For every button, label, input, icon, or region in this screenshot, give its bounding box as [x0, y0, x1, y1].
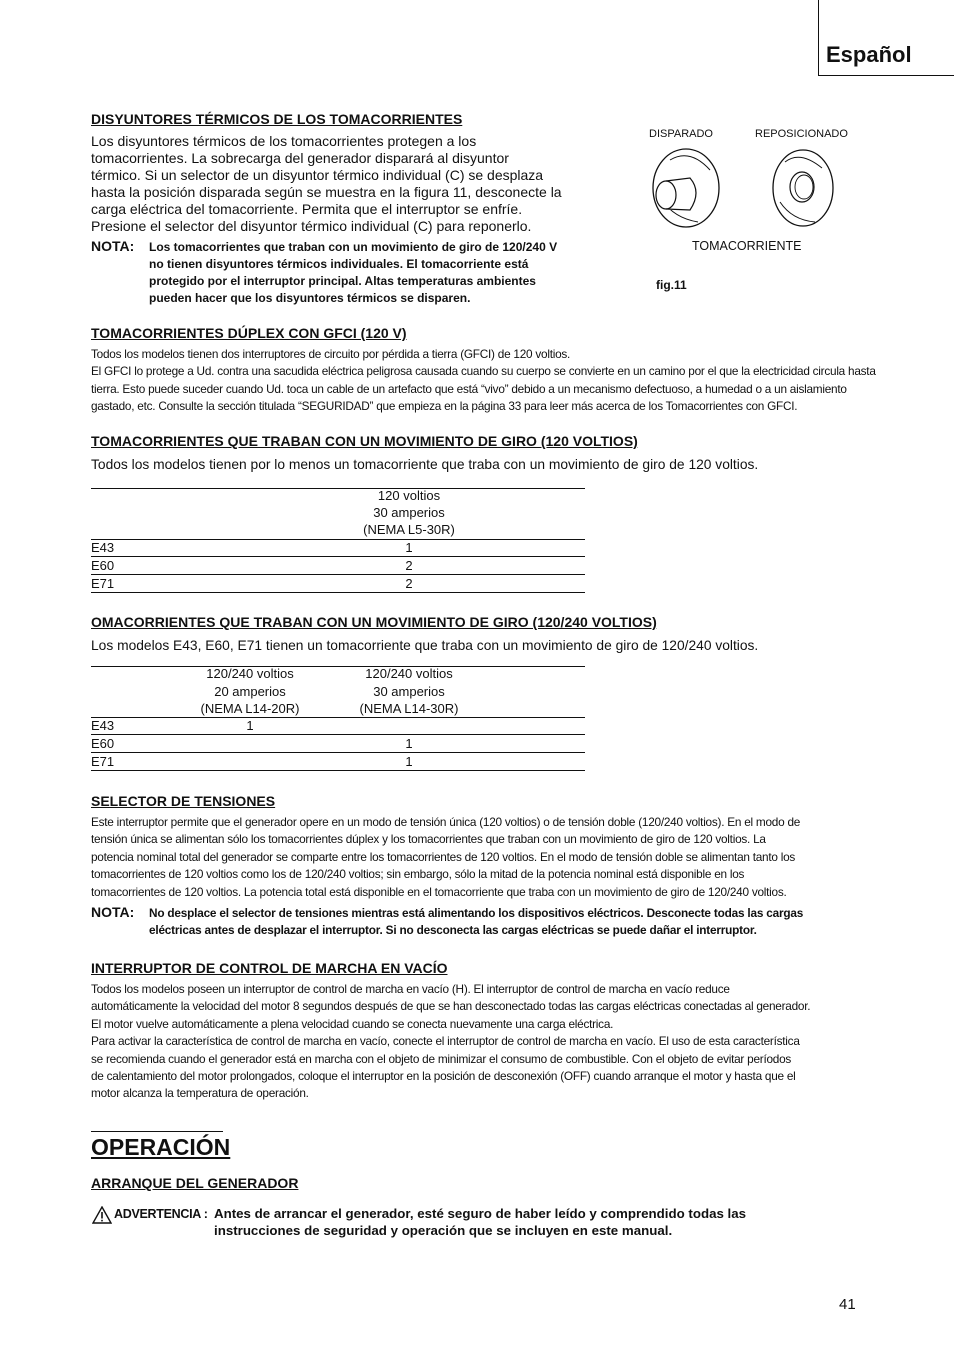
table-cell-value-b: 1 — [405, 754, 413, 769]
paragraph-line: de calentamiento del motor prolongados, coloque el interruptor en la posición de desconexión (OFF) cuando arranque el motor y hasta que el — [91, 1069, 796, 1084]
paragraph-line: tierra. Esto puede suceder cuando Ud. toca un cable de un artefacto que está “vivo” debido a un mecanismo defectuoso, a humedad o a un aislamiento — [91, 381, 847, 396]
table-cell-value-b: 1 — [405, 736, 413, 751]
table-cell-model: E60 — [91, 736, 115, 751]
paragraph-line: tomacorrientes de 120 voltios. La potencia total está disponible en el tomacorriente que traba con un movimiento de giro de 120/240 voltios. — [91, 884, 787, 899]
twist-lock-240-text: Los modelos E43, E60, E71 tienen un tomacorriente que traba con un movimiento de giro de 120/240 voltios. — [91, 638, 759, 653]
figure-label-outlet: TOMACORRIENTE — [692, 239, 802, 253]
table-header-line: (NEMA L5-30R) — [363, 522, 455, 537]
page-number: 41 — [839, 1296, 856, 1313]
note-text — [149, 905, 869, 939]
note-line: No desplace el selector de tensiones mientras está alimentando los dispositivos eléctricos. Desconecte todas las cargas — [149, 906, 804, 920]
language-label: Español — [826, 42, 912, 67]
voltage-selector-paragraph — [91, 814, 871, 901]
table-header-line: 20 amperios — [214, 683, 286, 699]
table-row — [91, 717, 585, 735]
table1-header — [91, 487, 585, 538]
paragraph-line: Los disyuntores térmicos de los tomacorrientes protegen a los — [91, 133, 477, 149]
paragraph-line: Este interruptor permite que el generador opere en un modo de tensión única (120 voltios) o de tensión doble (120/240 voltios). En el modo de — [91, 815, 801, 829]
paragraph-line: El motor vuelve automáticamente a plena velocidad cuando se conecta nuevamente una carga eléctrica. — [91, 1016, 614, 1031]
twist-lock-120-text: Todos los modelos tienen por lo menos un tomacorriente que traba con un movimiento de giro de 120 voltios. — [91, 457, 759, 472]
table-header-line: 120/240 voltios — [206, 666, 294, 681]
paragraph-line: tomacorrientes de 120 voltios como los de 120/240 voltios; sin embargo, sólo la mitad de la potencia nominal está disponible en los — [91, 867, 745, 882]
reset-breaker-illustration — [773, 150, 833, 226]
section-title-twist-lock-120: TOMACORRIENTES QUE TRABAN CON UN MOVIMIENTO DE GIRO (120 VOLTIOS) — [91, 433, 638, 449]
paragraph-line: tomacorrientes. La sobrecarga del generador disparará al disyuntor — [91, 150, 509, 166]
warning-label: ADVERTENCIA : — [114, 1207, 208, 1221]
paragraph-line: automáticamente la velocidad del motor 8 segundos después de que se han desconectado todas las cargas eléctricas conectadas al generador. — [91, 999, 811, 1014]
table-cell-value: 2 — [405, 576, 413, 591]
table-row — [91, 539, 585, 557]
table1-body — [91, 539, 585, 593]
section-title-idle-control: INTERRUPTOR DE CONTROL DE MARCHA EN VACÍO — [91, 960, 448, 976]
paragraph-line: tensión única se alimentan sólo los tomacorrientes dúplex y los tomacorrientes que traban con un movimiento de giro de 120 voltios. La — [91, 832, 766, 847]
table-header-line: 30 amperios — [373, 505, 445, 520]
paragraph-line: Todos los modelos poseen un interruptor de control de marcha en vacío (H). El interruptor de control de marcha en vacío reduce — [91, 982, 730, 996]
table-cell-model: E71 — [91, 754, 115, 769]
table-cell-model: E43 — [91, 718, 115, 733]
paragraph-line: Todos los modelos tienen dos interruptores de circuito por pérdida a tierra (GFCI) de 120 voltios. — [91, 347, 571, 361]
figure-label-reset: REPOSICIONADO — [755, 128, 848, 140]
paragraph-line: hasta la posición disparada según se muestra en la figura 11, desconecte la — [91, 184, 562, 200]
operacion-top-rule — [91, 1131, 223, 1132]
note-line: pueden hacer que los disyuntores térmicos se disparen. — [149, 291, 471, 305]
section-title-gfci: TOMACORRIENTES DÚPLEX CON GFCI (120 V) — [91, 325, 407, 341]
paragraph-line: motor alcanza la temperatura de operación. — [91, 1086, 309, 1101]
note-line: Los tomacorrientes que traban con un movimiento de giro de 120/240 V — [149, 240, 558, 254]
paragraph-line: térmico. Si un selector de un disyuntor térmico individual (C) se desplaza — [91, 167, 544, 183]
idle-control-paragraph — [91, 981, 881, 1103]
paragraph-line: Para activar la característica de control de marcha en vacío, conecte el interruptor de control de marcha en vacío. El uso de esta característica — [91, 1034, 800, 1049]
table2-top-rule — [91, 666, 585, 667]
section-title-thermal-breakers: DISYUNTORES TÉRMICOS DE LOS TOMACORRIENTES — [91, 111, 463, 127]
figure-label-tripped: DISPARADO — [649, 128, 713, 140]
section-title-start-generator: ARRANQUE DEL GENERADOR — [91, 1175, 299, 1191]
thermal-breakers-paragraph — [91, 133, 631, 235]
warning-triangle-icon — [92, 1206, 112, 1224]
paragraph-line: se recomienda cuando el generador está en marcha con el objeto de minimizar el consumo de combustible. Con el objeto de evitar períodos — [91, 1051, 792, 1066]
table-cell-value: 2 — [405, 558, 413, 573]
warning-line: instrucciones de seguridad y operación que se incluyen en este manual. — [214, 1223, 673, 1238]
paragraph-line: Presione el selector del disyuntor térmico individual (C) para reponerlo. — [91, 218, 532, 234]
note-line: protegido por el interruptor principal. Altas temperaturas ambientes — [149, 274, 536, 288]
table-cell-model: E60 — [91, 558, 115, 573]
table-row — [91, 753, 585, 771]
note-line: eléctricas antes de desplazar el interruptor. Si no desconecta las cargas eléctricas se puede dañar el interruptor. — [149, 923, 757, 937]
thermal-breaker-figure — [640, 140, 860, 240]
table-header-line: 120 voltios — [377, 488, 441, 503]
table-cell-model: E71 — [91, 576, 115, 591]
paragraph-line: gastado, etc. Consulte la sección titulada “SEGURIDAD” que empieza en la página 33 para leer más acerca de los Tomacorrientes con GFCI. — [91, 399, 798, 414]
note-line: no tienen disyuntores térmicos individuales. El tomacorriente está — [149, 257, 529, 271]
section-title-voltage-selector: SELECTOR DE TENSIONES — [91, 793, 276, 809]
operacion-title: OPERACIÓN — [91, 1134, 231, 1160]
paragraph-line: potencia nominal total del generador se comparte entre los tomacorrientes de 120 voltios. En el modo de tensión doble se alimentan tanto los — [91, 849, 796, 864]
gfci-paragraph — [91, 346, 876, 416]
warning-line: Antes de arrancar el generador, esté seguro de haber leído y comprendido todas las — [214, 1206, 747, 1221]
table2-body — [91, 717, 585, 771]
table-cell-value: 1 — [405, 540, 413, 555]
table-header-line: 30 amperios — [373, 683, 445, 699]
table-cell-value-a: 1 — [246, 718, 254, 733]
table-row — [91, 575, 585, 593]
table-row — [91, 735, 585, 753]
note-text — [149, 239, 619, 307]
note-label: NOTA: — [91, 904, 135, 920]
warning-text — [214, 1205, 834, 1239]
table-cell-model: E43 — [91, 540, 115, 555]
paragraph-line: carga eléctrica del tomacorriente. Permita que el interruptor se enfríe. — [91, 201, 523, 217]
table-header-line: 120/240 voltios — [365, 666, 453, 681]
figure-caption: fig.11 — [656, 278, 687, 292]
table-header-line: (NEMA L14-30R) — [359, 701, 459, 716]
section-title-twist-lock-240: OMACORRIENTES QUE TRABAN CON UN MOVIMIENTO DE GIRO (120/240 VOLTIOS) — [91, 614, 657, 630]
table-row — [91, 557, 585, 575]
table-header-line: (NEMA L14-20R) — [200, 701, 300, 716]
tripped-breaker-illustration — [653, 149, 719, 227]
note-label: NOTA: — [91, 238, 135, 254]
paragraph-line: El GFCI lo protege a Ud. contra una sacudida eléctrica peligrosa causada cuando su cuerpo se convierte en un camino por el que la electricidad circula hasta — [91, 364, 876, 379]
